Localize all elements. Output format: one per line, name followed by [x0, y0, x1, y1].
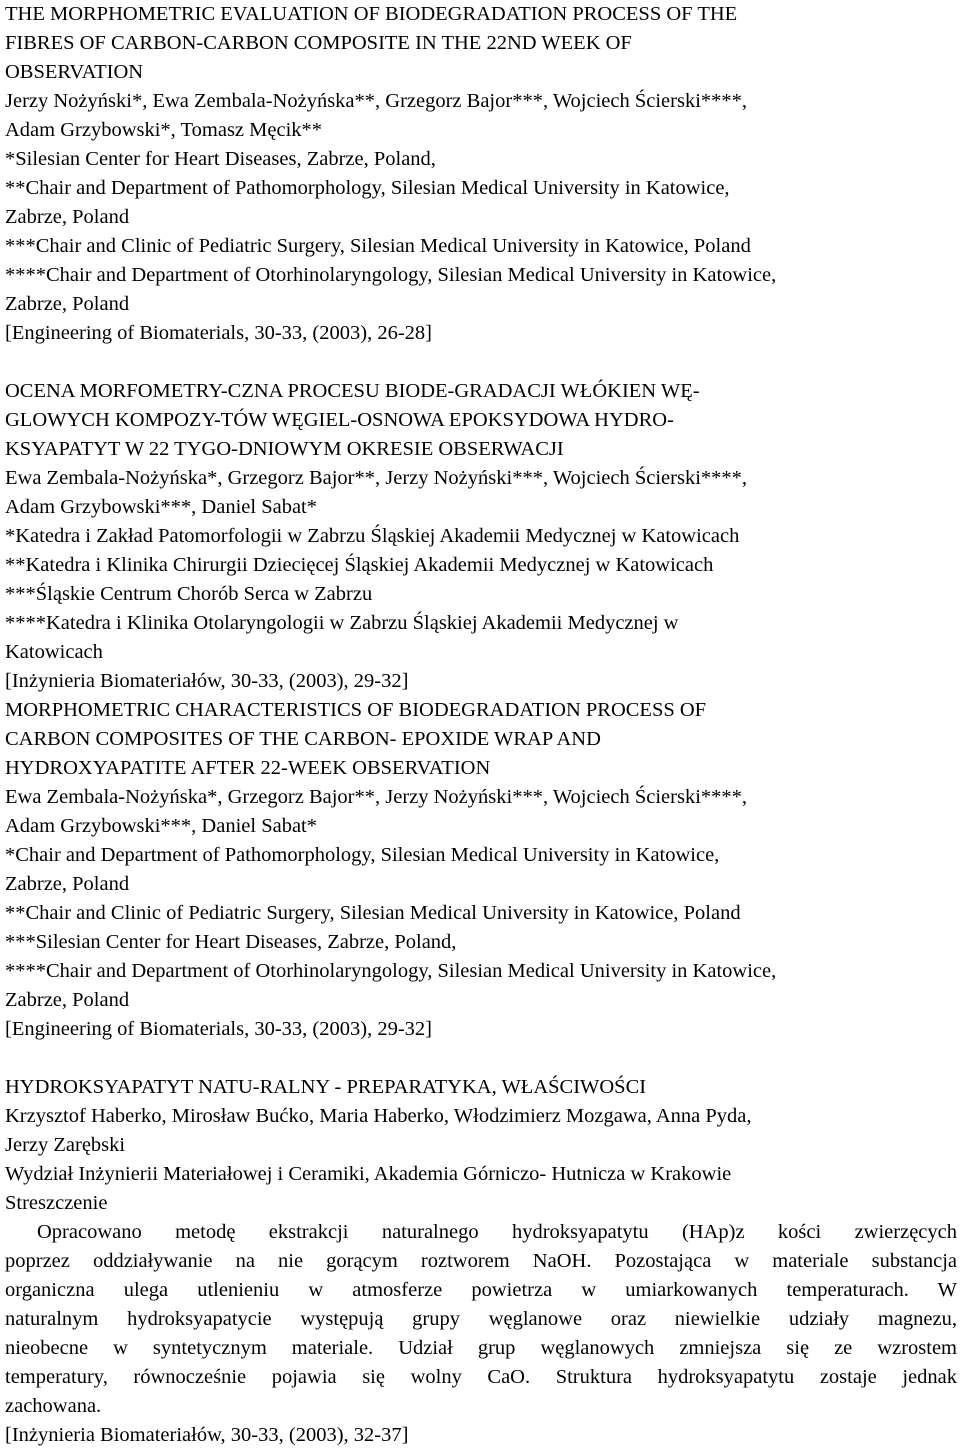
entry-affiliation-line: ***Chair and Clinic of Pediatric Surgery, Silesian Medical University in Katowice, Poland [5, 235, 751, 257]
abstract-line: poprzez oddziaływanie na nie gorącym roztworem NaOH. Pozostająca w materiale substancja [5, 1250, 957, 1272]
entry-affiliation-line: Wydział Inżynierii Materiałowej i Ceramiki, Akademia Górniczo- Hutnicza w Krakowie [5, 1163, 732, 1185]
abstract-line: Opracowano metodę ekstrakcji naturalnego hydroksyapatytu (HAp)z kości zwierzęcych [37, 1221, 957, 1243]
entry-4 [5, 1073, 957, 1450]
abstract-line: zachowana. [5, 1395, 102, 1417]
entry-authors-line: Krzysztof Haberko, Mirosław Bućko, Maria Haberko, Włodzimierz Mozgawa, Anna Pyda, [5, 1105, 752, 1127]
abstract-heading: Streszczenie [5, 1192, 108, 1214]
entry-affiliation-line: **Chair and Clinic of Pediatric Surgery, Silesian Medical University in Katowice, Poland [5, 902, 741, 924]
entry-citation: [Engineering of Biomaterials, 30-33, (2003), 26-28] [5, 322, 432, 344]
entry-title-line: HYDROKSYAPATYT NATU-RALNY - PREPARATYKA, WŁAŚCIWOŚCI [5, 1076, 647, 1098]
entry-affiliation-line: **Chair and Department of Pathomorphology, Silesian Medical University in Katowice, [5, 177, 730, 199]
entry-authors-line: Jerzy Nożyński*, Ewa Zembala-Nożyńska**, Grzegorz Bajor***, Wojciech Ścierski****, [5, 90, 748, 112]
entry-title-line: CARBON COMPOSITES OF THE CARBON- EPOXIDE WRAP AND [5, 728, 601, 750]
entry-citation: [Inżynieria Biomateriałów, 30-33, (2003), 29-32] [5, 670, 409, 692]
entry-authors-line: Adam Grzybowski***, Daniel Sabat* [5, 815, 317, 837]
abstract-line: nieobecne w syntetycznym materiale. Udział grup węglanowych zmniejsza się ze wzrostem [5, 1337, 957, 1359]
entry-affiliation-line: ***Silesian Center for Heart Diseases, Zabrze, Poland, [5, 931, 457, 953]
entry-authors-line: Adam Grzybowski*, Tomasz Męcik** [5, 119, 323, 141]
entry-authors-line: Jerzy Zarębski [5, 1134, 126, 1156]
abstract-body [5, 1218, 957, 1421]
entry-affiliation-line: ****Chair and Department of Otorhinolaryngology, Silesian Medical University in Katowice, [5, 264, 777, 286]
entry-affiliation-line: Zabrze, Poland [5, 293, 130, 315]
entry-title-line: OCENA MORFOMETRY-CZNA PROCESU BIODE-GRADACJI WŁÓKIEN WĘ- [5, 380, 700, 402]
abstract-line: temperatury, równocześnie pojawia się wolny CaO. Struktura hydroksyapatytu zostaje jednak [5, 1366, 957, 1388]
entry-affiliation-line: ****Chair and Department of Otorhinolaryngology, Silesian Medical University in Katowice, [5, 960, 777, 982]
abstract-line: organiczna ulega utlenieniu w atmosferze powietrza w umiarkowanych temperaturach. W [5, 1279, 957, 1301]
entry-authors-line: Ewa Zembala-Nożyńska*, Grzegorz Bajor**, Jerzy Nożyński***, Wojciech Ścierski****, [5, 467, 748, 489]
entry-affiliation-line: Zabrze, Poland [5, 206, 130, 228]
entry-affiliation-line: Katowicach [5, 641, 103, 663]
abstract-line: naturalnym hydroksyapatycie występują grupy węglanowe oraz niewielkie udziały magnezu, [5, 1308, 957, 1330]
entry-affiliation-line: ***Śląskie Centrum Chorób Serca w Zabrzu [5, 583, 373, 605]
entry-affiliation-line: Zabrze, Poland [5, 873, 130, 895]
entry-title-line: THE MORPHOMETRIC EVALUATION OF BIODEGRADATION PROCESS OF THE [5, 3, 738, 25]
entry-title-line: HYDROXYAPATITE AFTER 22-WEEK OBSERVATION [5, 757, 491, 779]
entry-title-line: MORPHOMETRIC CHARACTERISTICS OF BIODEGRADATION PROCESS OF [5, 699, 707, 721]
entry-title-line: GLOWYCH KOMPOZY-TÓW WĘGIEL-OSNOWA EPOKSYDOWA HYDRO- [5, 409, 674, 431]
entry-authors-line: Adam Grzybowski***, Daniel Sabat* [5, 496, 317, 518]
document-page [5, 0, 957, 1450]
blank-line [5, 348, 957, 377]
entry-affiliation-line: Zabrze, Poland [5, 989, 130, 1011]
entry-affiliation-line: *Katedra i Zakład Patomorfologii w Zabrzu Śląskiej Akademii Medycznej w Katowicach [5, 525, 740, 547]
entry-1 [5, 0, 957, 348]
entry-affiliation-line: *Chair and Department of Pathomorphology, Silesian Medical University in Katowice, [5, 844, 720, 866]
entry-title-line: KSYAPATYT W 22 TYGO-DNIOWYM OKRESIE OBSERWACJI [5, 438, 564, 460]
entry-title-line: OBSERVATION [5, 61, 144, 83]
entry-affiliation-line: *Silesian Center for Heart Diseases, Zabrze, Poland, [5, 148, 436, 170]
entry-3 [5, 696, 957, 1044]
entry-citation: [Engineering of Biomaterials, 30-33, (2003), 29-32] [5, 1018, 432, 1040]
entry-affiliation-line: ****Katedra i Klinika Otolaryngologii w Zabrzu Śląskiej Akademii Medycznej w [5, 612, 679, 634]
entry-2 [5, 377, 957, 696]
entry-affiliation-line: **Katedra i Klinika Chirurgii Dziecięcej Śląskiej Akademii Medycznej w Katowicach [5, 554, 714, 576]
entry-title-line: FIBRES OF CARBON-CARBON COMPOSITE IN THE 22ND WEEK OF [5, 32, 632, 54]
entry-citation: [Inżynieria Biomateriałów, 30-33, (2003), 32-37] [5, 1424, 409, 1446]
blank-line [5, 1044, 957, 1073]
entry-authors-line: Ewa Zembala-Nożyńska*, Grzegorz Bajor**, Jerzy Nożyński***, Wojciech Ścierski****, [5, 786, 748, 808]
